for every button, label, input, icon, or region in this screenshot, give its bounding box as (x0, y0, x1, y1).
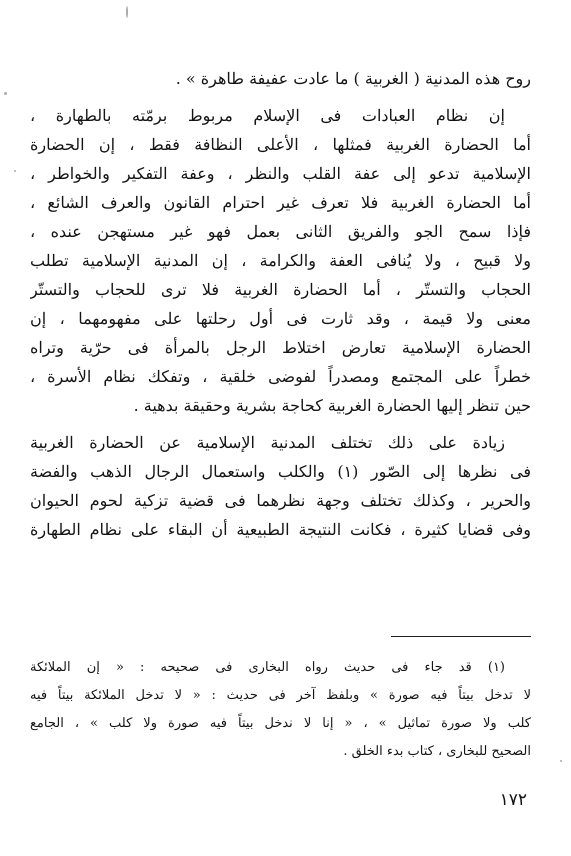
text-line: الحضارة الإسلامية تعارض اختلاط الرجل بالمرأة فى حرّية وتراه (30, 338, 531, 357)
text-line: زيادة على ذلك تختلف المدنية الإسلامية عن الحضارة الغربية (30, 433, 505, 452)
text-line: الحجاب والتستّر ، أما الحضارة الغربية فلا ترى للحجاب والتستّر (30, 280, 531, 299)
text-line: والحرير ، وكذلك تختلف وجهة نظرهما فى قضية تزكية لحوم الحيوان (30, 491, 531, 510)
scan-speck (126, 6, 128, 18)
main-text (30, 64, 531, 544)
page-number: ١٧٢ (499, 790, 527, 810)
text-line: ولا قبيح ، ولا يُنافى العفة والكرامة ، إن المدنية الإسلامية تطلب (30, 251, 531, 270)
footnote-line: لا تدخل بيتاً فيه صورة » وبلفظ آخر فى حديث : « لا تدخل الملائكة بيتاً فيه (30, 688, 531, 703)
text-line: خطراً على المجتمع ومصدراً لفوضى خلقية ، وتفكك نظام الأسرة ، (30, 367, 531, 386)
footnote-line: كلب ولا صورة تماثيل » ، « إنا لا ندخل بيتاً فيه صورة ولا كلب » ، الجامع (30, 716, 531, 731)
footnote-line: (١) قد جاء فى حديث رواه البخارى فى صحيحه : « إن الملائكة (30, 660, 505, 675)
text-line: فإذا سمح الجو والفريق الثانى بعمل فهو غير مستهجن عنده ، (30, 222, 531, 241)
text-line: إن نظام العبادات فى الإسلام مربوط برمّته بالطهارة ، (30, 106, 505, 125)
paragraph-gap (30, 93, 531, 101)
footnote-separator (391, 636, 531, 637)
text-line: معنى ولا قيمة ، وقد ثارت فى أول رحلتها على مفهومهما ، إن (30, 309, 531, 328)
scan-speck (14, 170, 16, 172)
text-line: أما الحضارة الغربية فمثلها ، الأعلى النظافة فقط ، إن الحضارة (30, 135, 531, 154)
text-line: فى نظرها إلى الصّور (١) والكلب واستعمال الرجال الذهب والفضة (30, 462, 531, 481)
footnote (30, 654, 531, 766)
paragraph-gap (30, 420, 531, 428)
scan-speck (560, 760, 562, 762)
text-line: وفى قضايا كثيرة ، فكانت النتيجة الطبيعية أن البقاء على نظام الطهارة (30, 520, 531, 539)
text-line: روح هذه المدنية ( الغربية ) ما عادت عفيفة طاهرة » . (175, 69, 531, 88)
footnote-line: الصحيح للبخارى ، كتاب بدء الخلق . (343, 744, 531, 759)
scan-speck (4, 92, 7, 95)
text-line: الإسلامية تدعو إلى عفة القلب والنظر ، وعفة التفكير والخواطر ، (30, 164, 531, 183)
text-line: أما الحضارة الغربية فلا تعرف غير احترام القانون والعرف الشائع ، (30, 193, 531, 212)
text-line: حين تنظر إليها الحضارة الغربية كحاجة بشرية وحقيقة بدهية . (133, 396, 531, 415)
